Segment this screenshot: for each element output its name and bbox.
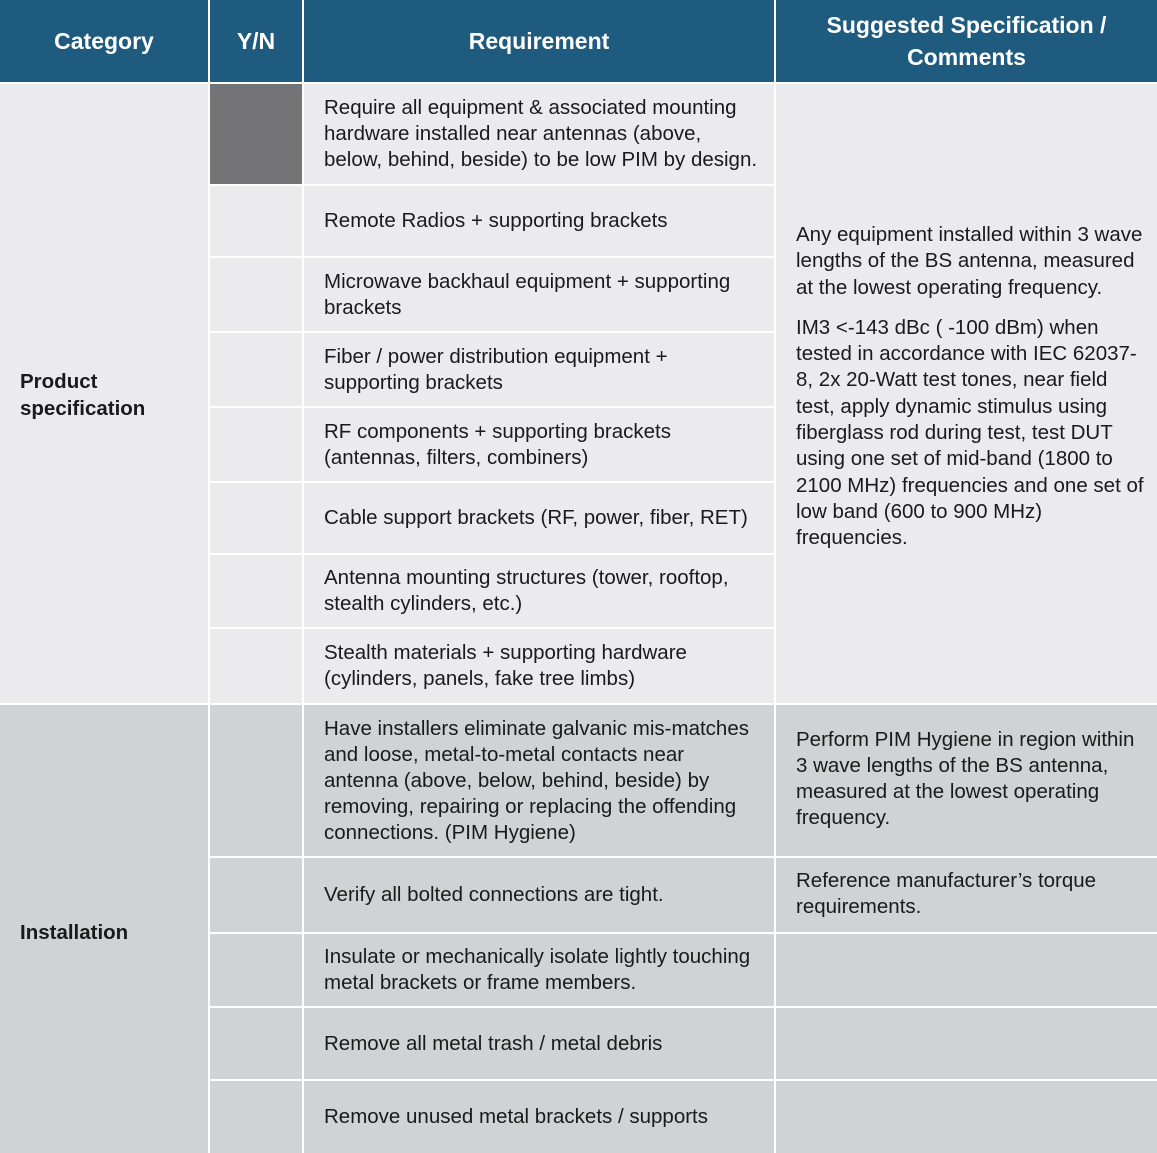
yn-cell[interactable] [210,408,302,481]
requirement-text: Antenna mounting structures (tower, rooftop, stealth cylinders, etc.) [324,566,729,615]
yn-cell[interactable] [210,84,302,184]
comment-text [776,1008,1157,1079]
requirement-text: Microwave backhaul equipment + supporting brackets [324,269,731,319]
category-label: Installation [20,920,129,944]
yn-cell[interactable] [210,1008,302,1079]
yn-cell[interactable] [210,1081,302,1153]
yn-cell[interactable] [210,934,302,1006]
comment-paragraph: IM3 <-143 dBc ( -100 dBm) when tested in accordance with IEC 62037-8, 2x 20-Watt test tones, near field test, apply dynamic stimulus using fiberglass rod during test, test DUT using one set of mid-band (1800 to 2100 MHz) frequencies and one set of low band (600 to 900 MHz) frequencies. [796,315,1144,550]
requirement-cell [304,483,774,553]
header-category: Category [0,0,208,82]
comment-cell [776,858,1157,932]
comment-paragraph: Any equipment installed within 3 wave lengths of the BS antenna, measured at the lowest operating frequency. [796,223,1143,299]
header-comments: Suggested Specification / Comments [776,0,1157,82]
yn-cell[interactable] [210,483,302,553]
yn-cell[interactable] [210,258,302,331]
comment-cell [776,705,1157,856]
comment-text [776,934,1157,1006]
yn-cell[interactable] [210,705,302,856]
comment-cell [776,1081,1157,1153]
comment-text: Perform PIM Hygiene in region within 3 wave lengths of the BS antenna, measured at the lowest operating frequency. [796,728,1135,829]
requirement-text: Stealth materials + supporting hardware (cylinders, panels, fake tree limbs) [324,641,687,690]
requirement-cell [304,186,774,256]
comment-text: Reference manufacturer’s torque requirements. [796,869,1097,918]
requirement-text: Remove unused metal brackets / supports [324,1105,708,1128]
header-yn: Y/N [210,0,302,82]
category-cell-product-specification [0,84,208,703]
yn-cell[interactable] [210,629,302,703]
requirement-cell [304,84,774,184]
requirement-cell [304,258,774,331]
requirement-text: Verify all bolted connections are tight. [324,883,664,906]
requirement-text: Require all equipment & associated mounting hardware installed near antennas (above, below, behind, beside) to be low PIM by design. [324,96,758,171]
comment-cell-product-specification [776,84,1157,703]
category-label: Product specification [20,369,146,420]
yn-cell[interactable] [210,858,302,932]
requirement-cell [304,333,774,406]
requirement-text: Have installers eliminate galvanic mis-matches and loose, metal-to-metal contacts near antenna (above, below, behind, beside) by removing, repairing or replacing the offending connections. (PIM Hygiene) [324,716,749,844]
comment-cell [776,1008,1157,1079]
requirement-cell [304,629,774,703]
requirement-text: Insulate or mechanically isolate lightly touching metal brackets or frame members. [324,945,751,994]
comment-block [796,222,1149,552]
requirement-text: Fiber / power distribution equipment + supporting brackets [324,344,668,394]
header-requirement: Requirement [304,0,774,82]
comment-text [776,1081,1157,1153]
requirement-cell [304,934,774,1006]
requirement-cell [304,858,774,932]
requirement-cell [304,1081,774,1153]
requirement-text: RF components + supporting brackets (antennas, filters, combiners) [324,419,671,469]
category-cell-installation [0,705,208,1153]
requirement-text: Remote Radios + supporting brackets [324,209,668,232]
yn-cell[interactable] [210,555,302,627]
requirement-text: Remove all metal trash / metal debris [324,1031,663,1055]
comment-cell [776,934,1157,1006]
requirement-text: Cable support brackets (RF, power, fiber, RET) [324,506,748,529]
requirement-cell [304,1008,774,1079]
yn-cell[interactable] [210,333,302,406]
requirement-cell [304,705,774,856]
requirement-cell [304,408,774,481]
requirement-cell [304,555,774,627]
yn-cell[interactable] [210,186,302,256]
